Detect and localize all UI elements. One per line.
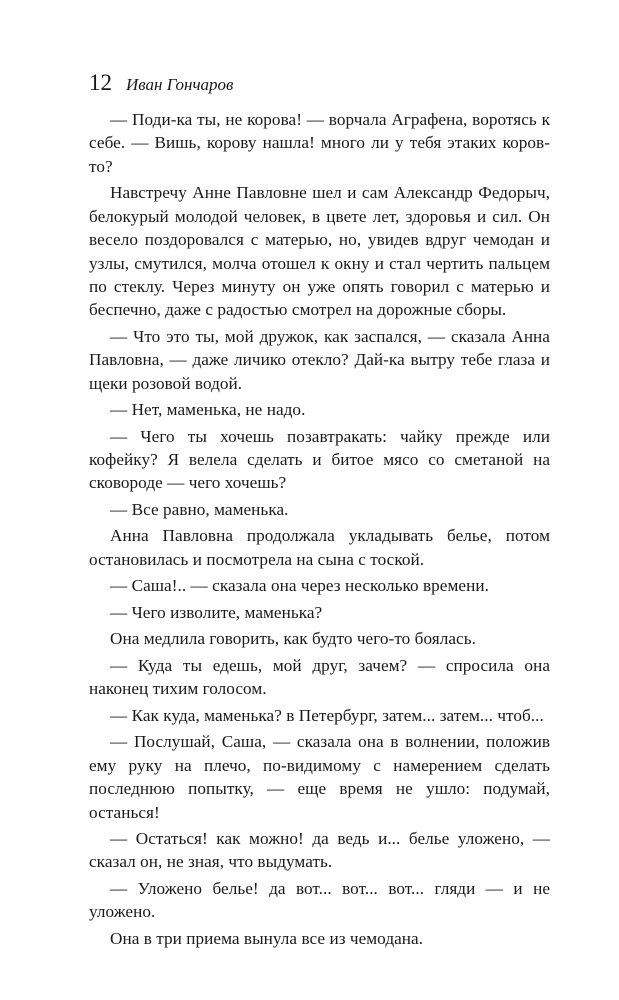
page-number: 12 <box>89 70 112 95</box>
paragraph: — Чего изволите, маменька? <box>110 602 323 622</box>
paragraph: — Что это ты, мой дружок, как заспался, — сказала Анна Павловна, — даже личико отекло? Дай-ка вытру тебе глаза и щеки розовой водой. <box>89 326 550 393</box>
paragraph: — Куда ты едешь, мой друг, зачем? — спросила она наконец тихим голосом. <box>89 655 550 699</box>
paragraph: Анна Павловна продолжала укладывать белье, потом остановилась и посмотрела на сына с тоской. <box>89 526 550 569</box>
paragraph: — Поди-ка ты, не корова! — ворчала Аграфена, воротясь к себе. — Вишь, корову нашла! много ли у тебя этаких коров-то? <box>89 110 550 176</box>
paragraph: — Послушай, Саша, — сказала она в волнении, положив ему руку на плечо, по-видимому с намерением сделать последнюю попытку, — еще время не ушло: подумай, останься! <box>89 732 550 822</box>
running-header <box>89 70 550 104</box>
paragraph: Она в три приема вынула все из чемодана. <box>110 928 424 948</box>
paragraph: Навстречу Анне Павловне шел и сам Александр Федорыч, белокурый молодой человек, в цвете лет, здоровья и сил. Он весело поздоровался с матерью, но, увидев вдруг чемодан и узлы, смутился, молча отошел к окну и стал чертить пальцем по стеклу. Через минуту он уже опять говорил с матерью и беспечно, даже с радостью смотрел на дорожные сборы. <box>89 183 550 320</box>
book-page <box>89 70 550 953</box>
running-header-author: Иван Гончаров <box>126 75 234 94</box>
paragraph: — Саша!.. — сказала она через несколько времени. <box>110 576 489 596</box>
paragraph: — Все равно, маменька. <box>110 499 289 519</box>
paragraph: — Остаться! как можно! да ведь и... белье уложено, — сказал он, не зная, что выдумать. <box>89 829 550 872</box>
paragraph: — Нет, маменька, не надо. <box>110 400 306 420</box>
paragraph: — Чего ты хочешь позавтракать: чайку прежде или кофейку? Я велела сделать и битое мясо со сметаной на сковороде — чего хочешь? <box>89 426 550 493</box>
paragraph: — Уложено белье! да вот... вот... вот... гляди — и не уложено. <box>89 878 550 922</box>
body-text <box>89 108 550 950</box>
paragraph: Она медлила говорить, как будто чего-то боялась. <box>110 629 476 649</box>
paragraph: — Как куда, маменька? в Петербург, затем... затем... чтоб... <box>110 705 544 725</box>
